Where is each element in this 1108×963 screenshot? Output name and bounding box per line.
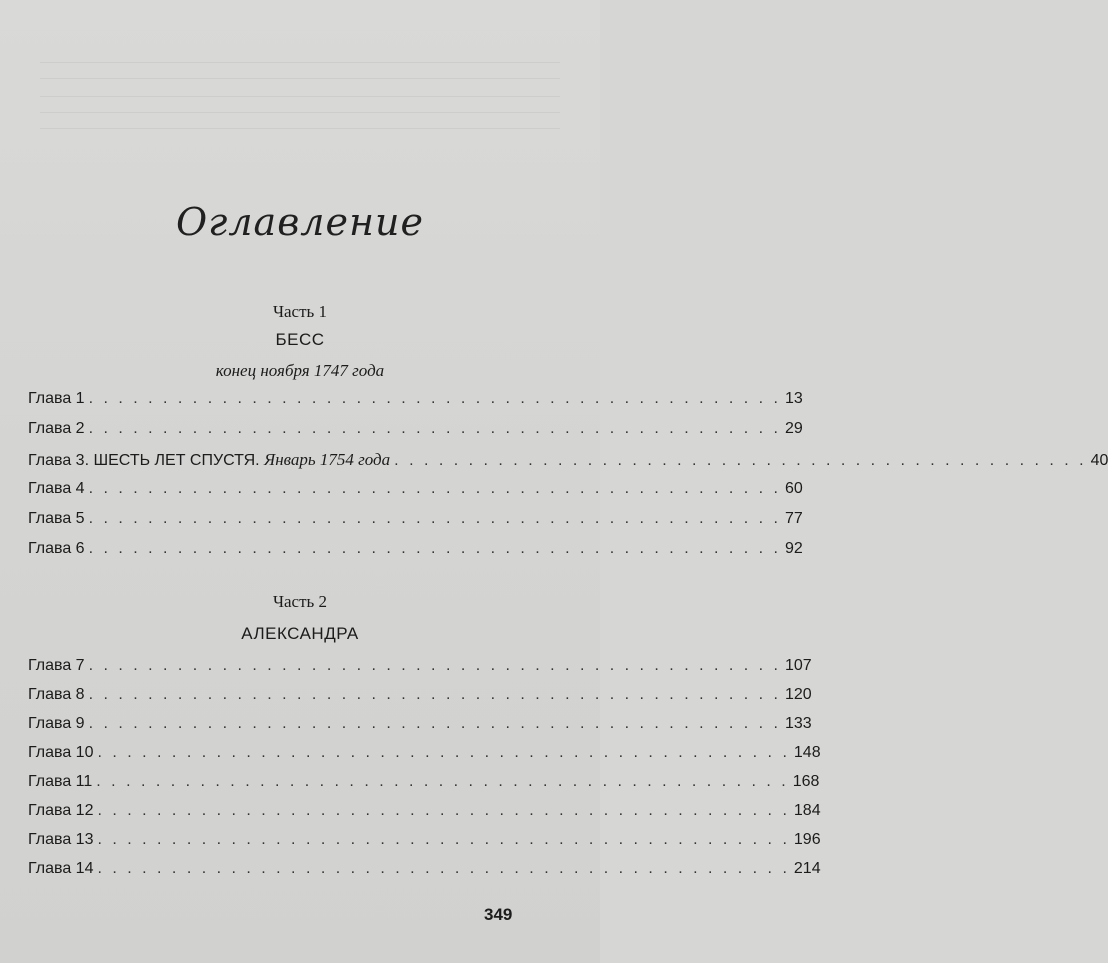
leader-dots: . . . . . . . . . . . . . . . . . . . . . . . . . . . . . . . . . . . . . . . . . . . . . . . [88,480,781,497]
leader-dots: . . . . . . . . . . . . . . . . . . . . . . . . . . . . . . . . . . . . . . . . . . . . . . . [88,510,781,527]
chapter-page: 168 [792,773,820,790]
chapter-label: Глава 14 [28,860,94,877]
toc-row[interactable] [28,657,812,681]
chapter-page: 107 [784,657,812,674]
chapter-label: Глава 11 [28,773,93,790]
toc-row[interactable] [28,510,803,534]
leader-dots: . . . . . . . . . . . . . . . . . . . . . . . . . . . . . . . . . . . . . . . . . . . . . . . [96,773,789,790]
chapter-label-date: Январь 1754 года [264,450,391,469]
show-through-line [40,96,560,97]
toc-row[interactable] [28,715,812,739]
leader-dots: . . . . . . . . . . . . . . . . . . . . . . . . . . . . . . . . . . . . . . . . . . . . . . . [97,802,790,819]
chapter-label: Глава 10 [28,744,94,761]
toc-row[interactable] [28,802,821,826]
toc-row[interactable] [28,773,820,797]
chapter-label-main: Глава 3. ШЕСТЬ ЛЕТ СПУСТЯ. [28,452,260,469]
chapter-page: 120 [784,686,812,703]
toc-row[interactable] [28,390,803,414]
chapter-page: 92 [784,540,803,557]
leader-dots: . . . . . . . . . . . . . . . . . . . . . . . . . . . . . . . . . . . . . . . . . . . . . . . [97,744,790,761]
chapter-label [28,450,390,470]
chapter-page: 196 [793,831,821,848]
toc-row[interactable] [28,686,812,710]
show-through-line [40,128,560,129]
leader-dots: . . . . . . . . . . . . . . . . . . . . . . . . . . . . . . . . . . . . . . . . . . . . . . . [88,540,781,557]
toc-row[interactable] [28,744,821,768]
chapter-page: 40 [1090,452,1108,469]
chapter-label: Глава 1 [28,390,85,407]
toc-row[interactable] [28,450,1108,474]
chapter-label: Глава 13 [28,831,94,848]
chapter-page: 133 [784,715,812,732]
chapter-page: 13 [784,390,803,407]
part-1-label: Часть 1 [272,302,328,321]
chapter-label: Глава 5 [28,510,85,527]
leader-dots: . . . . . . . . . . . . . . . . . . . . . . . . . . . . . . . . . . . . . . . . . . . . . . . [88,657,781,674]
leader-dots: . . . . . . . . . . . . . . . . . . . . . . . . . . . . . . . . . . . . . . . . . . . . . . . [88,420,781,437]
leader-dots: . . . . . . . . . . . . . . . . . . . . . . . . . . . . . . . . . . . . . . . . . . . . . . . [394,452,1087,469]
chapter-label: Глава 4 [28,480,85,497]
chapter-label: Глава 9 [28,715,85,732]
part-1-date: конец ноября 1747 года [215,361,385,380]
leader-dots: . . . . . . . . . . . . . . . . . . . . . . . . . . . . . . . . . . . . . . . . . . . . . . . [88,390,781,407]
chapter-page: 148 [793,744,821,761]
chapter-label: Глава 2 [28,420,85,437]
leader-dots: . . . . . . . . . . . . . . . . . . . . . . . . . . . . . . . . . . . . . . . . . . . . . . . [97,831,790,848]
chapter-label: Глава 7 [28,657,85,674]
chapter-page: 60 [784,480,803,497]
chapter-page: 77 [784,510,803,527]
leader-dots: . . . . . . . . . . . . . . . . . . . . . . . . . . . . . . . . . . . . . . . . . . . . . . . [97,860,790,877]
toc-row[interactable] [28,480,803,504]
leader-dots: . . . . . . . . . . . . . . . . . . . . . . . . . . . . . . . . . . . . . . . . . . . . . . . [88,686,781,703]
show-through-line [40,78,560,79]
chapter-label: Глава 12 [28,802,94,819]
toc-row[interactable] [28,831,821,855]
chapter-page: 184 [793,802,821,819]
part-2-name: АЛЕКСАНДРА [241,624,359,643]
page-number: 349 [484,905,513,924]
page-title: Оглавление [175,200,424,244]
show-through-line [40,112,560,113]
chapter-label: Глава 6 [28,540,85,557]
toc-row[interactable] [28,420,803,444]
show-through-line [40,62,560,63]
leader-dots: . . . . . . . . . . . . . . . . . . . . . . . . . . . . . . . . . . . . . . . . . . . . . . . [88,715,781,732]
chapter-label: Глава 8 [28,686,85,703]
chapter-page: 214 [793,860,821,877]
chapter-page: 29 [784,420,803,437]
toc-row[interactable] [28,540,803,564]
part-1-name: БЕСС [275,330,325,349]
toc-row[interactable] [28,860,821,884]
part-2-label: Часть 2 [272,592,328,611]
